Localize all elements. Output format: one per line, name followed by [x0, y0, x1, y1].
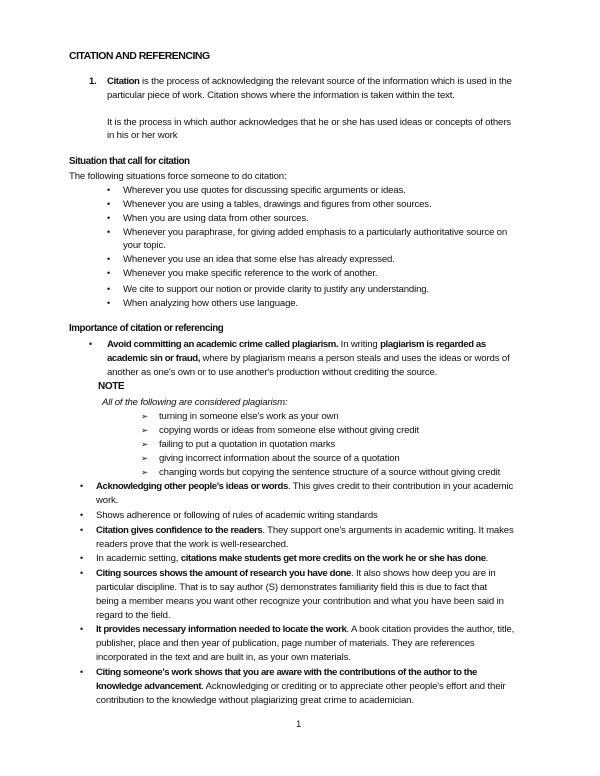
- importance-item-line2: work.: [96, 495, 119, 506]
- citation-para2-line2: in his or her work: [107, 130, 178, 141]
- situation-item: Whenever you paraphrase, for giving added emphasis to a particularly authoritative source on: [123, 227, 508, 238]
- arrow-bullet-icon: ➢: [141, 467, 149, 477]
- importance-item-line3: incorporated in the text and are built in, as your own materials.: [96, 652, 351, 663]
- text-phrase: . This gives credit to their contribution in your academic: [287, 481, 514, 492]
- text-phrase: . A book citation provides the author, title,: [346, 624, 515, 635]
- arrow-bullet-icon: ➢: [141, 439, 149, 449]
- citation-def-line1: is the process of acknowledging the relevant source of the information which is used in the: [139, 76, 512, 87]
- bullet-icon: •: [80, 481, 84, 491]
- bold-phrase: Acknowledging other people's ideas or words: [96, 481, 288, 492]
- importance-item-line2: [96, 680, 536, 693]
- bold-phrase: citations make students get more credits on the work he or she has done: [180, 553, 486, 564]
- citation-term: Citation: [107, 76, 140, 87]
- importance-item-line2: [107, 352, 537, 365]
- importance-item: [107, 338, 531, 351]
- bullet-icon: •: [107, 227, 111, 237]
- bullet-icon: •: [80, 667, 84, 677]
- importance-item: [96, 524, 536, 537]
- bullet-icon: •: [107, 199, 111, 209]
- bullet-icon: •: [80, 510, 84, 520]
- situation-item-continued: your topic.: [123, 240, 166, 251]
- importance-item: [96, 552, 536, 565]
- citation-def-line2: particular piece of work. Citation shows where the information is taken within the text.: [107, 90, 455, 101]
- arrow-bullet-icon: ➢: [141, 453, 149, 463]
- bullet-icon: •: [80, 525, 84, 535]
- situations-heading: Situation that call for citation: [69, 156, 190, 167]
- importance-item: [96, 480, 536, 493]
- plagiarism-item: copying words or ideas from someone else without giving credit: [159, 425, 419, 436]
- importance-item-line2: publisher, place and then year of publication, page number of materials. They are references: [96, 638, 475, 649]
- text-phrase: In writing: [338, 339, 381, 350]
- importance-item-line2: particular discipline. That is to say author (S) demonstrates familiarity field this is due to fact that: [96, 582, 488, 593]
- bullet-icon: •: [107, 268, 111, 278]
- bold-phrase: knowledge advancement: [96, 681, 202, 692]
- plagiarism-item: failing to put a quotation in quotation marks: [159, 439, 336, 450]
- situation-item: When analyzing how others use language.: [123, 298, 298, 309]
- bullet-icon: •: [80, 568, 84, 578]
- importance-item-line4: regard to the field.: [96, 610, 171, 621]
- text-phrase: . It also shows how deep you are in: [350, 568, 496, 579]
- bold-phrase: Citing sources shows the amount of research you have done: [96, 568, 351, 579]
- bullet-icon: •: [107, 213, 111, 223]
- page-number: 1: [296, 719, 302, 730]
- importance-item: [96, 666, 536, 679]
- text-phrase: where by plagiarism means a person steals and uses the ideas or words of: [200, 353, 510, 364]
- text-phrase: . They support one's arguments in academic writing. It makes: [262, 525, 514, 536]
- text-phrase: .: [485, 553, 489, 564]
- situation-item: Whenever you are using a tables, drawings and figures from other sources.: [123, 199, 432, 210]
- bullet-icon: •: [107, 254, 111, 264]
- plagiarism-item: giving incorrect information about the source of a quotation: [159, 453, 400, 464]
- arrow-bullet-icon: ➢: [141, 425, 149, 435]
- importance-item-line3: being a member means you want other recognize your contribution and what you have been said in: [96, 596, 504, 607]
- plagiarism-item: turning in someone else's work as your own: [159, 411, 339, 422]
- bullet-icon: •: [107, 298, 111, 308]
- bold-phrase: plagiarism is regarded as: [380, 339, 486, 350]
- situation-item: Whenever you use an idea that some else has already expressed.: [123, 254, 395, 265]
- situation-item: When you are using data from other sources.: [123, 213, 309, 224]
- bullet-icon: •: [80, 624, 84, 634]
- importance-item: [96, 623, 536, 636]
- importance-item-line2: readers prove that the work is well-researched.: [96, 539, 289, 550]
- bold-phrase: Avoid committing an academic crime called plagiarism.: [107, 339, 339, 350]
- text-phrase: . Acknowledging or crediting or to appreciate other people's effort and their: [201, 681, 506, 692]
- bold-phrase: academic sin or fraud,: [107, 353, 201, 364]
- situation-item: We cite to support our notion or provide clarity to justify any understanding.: [123, 284, 429, 295]
- item-number: 1.: [89, 76, 97, 87]
- importance-item: [96, 567, 536, 580]
- importance-item-line3: contribution to the knowledge without plagiarizing great crime to academician.: [96, 695, 414, 706]
- bullet-icon: •: [107, 185, 111, 195]
- plagiarism-item: changing words but copying the sentence structure of a source without giving credit: [159, 467, 501, 478]
- bold-phrase: Citing someone's work shows that you are aware with the contributions of the author to the: [96, 667, 477, 678]
- bullet-icon: •: [107, 284, 111, 294]
- situations-intro: The following situations force someone to do citation:: [69, 171, 287, 182]
- bold-phrase: It provides necessary information needed to locate the work: [96, 624, 347, 635]
- importance-heading: Importance of citation or referencing: [69, 323, 224, 334]
- importance-item: Shows adherence or following of rules of academic writing standards: [96, 510, 378, 521]
- bold-phrase: Citation gives confidence to the readers: [96, 525, 263, 536]
- text-phrase: In academic setting,: [96, 553, 181, 564]
- document-title: CITATION AND REFERENCING: [69, 50, 210, 62]
- bullet-icon: •: [89, 339, 93, 349]
- situation-item: Wherever you use quotes for discussing specific arguments or ideas.: [123, 185, 406, 196]
- arrow-bullet-icon: ➢: [141, 411, 149, 421]
- importance-item-line3: another as one's own or to use another's production without crediting the source.: [107, 367, 438, 378]
- note-intro: All of the following are considered plagiarism:: [102, 397, 288, 408]
- note-label: NOTE: [98, 381, 125, 392]
- citation-definition: [107, 75, 537, 88]
- situation-item: Whenever you make specific reference to the work of another.: [123, 268, 378, 279]
- bullet-icon: •: [80, 553, 84, 563]
- citation-para2-line1: It is the process in which author acknowledges that he or she has used ideas or concepts of others: [107, 117, 511, 128]
